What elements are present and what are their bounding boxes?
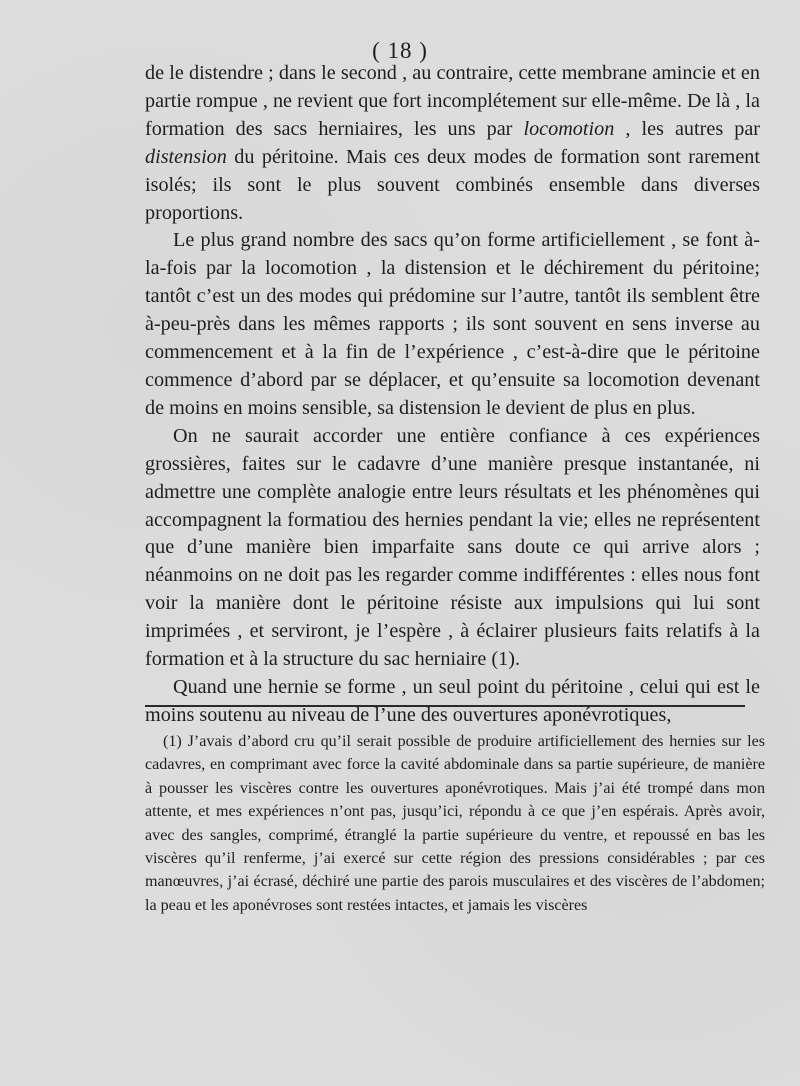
page-number: ( 18 ) <box>372 38 428 63</box>
text-span: Quand une hernie se forme , un seul point du péritoine , celui qui est le moins soutenu au niveau de l’une des ouvertures aponévrotiques, <box>145 675 760 726</box>
paragraph-2 <box>145 227 760 422</box>
footnote-text: (1) J’avais d’abord cru qu’il serait possible de produire artificiellement des hernies sur les cadavres, en comprimant avec force la cavité abdominale dans sa partie supérieure, de manière à pousser les viscères contre les ouvertures aponévrotiques. Mais j’ai été trompé dans mon attente, et mes expériences n’ont pas, jusqu’ici, répondu à ce que j’en espérais. Après avoir, avec des sangles, comprimé, étranglé la partie supérieure du ventre, et repoussé en bas les viscères qu’il renferme, j’ai exercé sur cette région des pressions considérables ; par ces manœuvres, j’ai écrasé, déchiré une partie des parois musculaires et des viscères de l’abdomen; la peau et les aponévroses sont restées intactes, et jamais les viscères <box>145 733 765 914</box>
text-span: de le distendre ; dans le second , au contraire, cette membrane amincie et en partie rompue , ne revient que fort incomplétement sur elle-même. De là , la formation des sacs herniaires, les uns par <box>145 62 760 140</box>
paragraph-3 <box>145 423 760 674</box>
footnote <box>145 730 765 917</box>
italic-term-distension: distension <box>145 145 227 168</box>
paragraph-4 <box>145 674 760 730</box>
text-span: du péritoine. Mais ces deux modes de formation sont rarement isolés; ils sont le plus souvent combinés ensemble dans diverses proportions. <box>145 145 760 224</box>
italic-term-locomotion: locomotion <box>523 117 615 140</box>
paragraph-1 <box>145 60 760 227</box>
main-text <box>145 60 760 730</box>
text-span: , les autres par <box>614 117 761 140</box>
text-span: Le plus grand nombre des sacs qu’on forme artificiellement , se font à-la-fois par la locomotion , la distension et le déchirement du péritoine; tantôt c’est un des modes qui prédomine sur l’autre, tantôt ils semblent être à-peu-près dans les mêmes rapports ; ils sont souvent en sens inverse au commencement et à la fin de l’expérience , c’est-à-dire que le péritoine commence d’abord par se déplacer, et qu’ensuite sa locomotion devenant de moins en moins sensible, sa distension le devient de plus en plus. <box>145 229 760 419</box>
footnote-divider <box>145 705 745 707</box>
text-span: On ne saurait accorder une entière confiance à ces expériences grossières, faites sur le cadavre d’une manière presque instantanée, ni admettre une complète analogie entre leurs résultats et les phénomènes qui accompagnent la formatiou des hernies pendant la vie; elles ne représentent que d’une manière bien imparfaite sans doute ce qui arrive alors ; néanmoins on ne doit pas les regarder comme indifférentes : elles nous font voir la manière dont le péritoine résiste aux impulsions qui lui sont imprimées , et serviront, je l’espère , à éclairer plusieurs faits relatifs à la formation et à la structure du sac herniaire (1). <box>145 424 760 671</box>
